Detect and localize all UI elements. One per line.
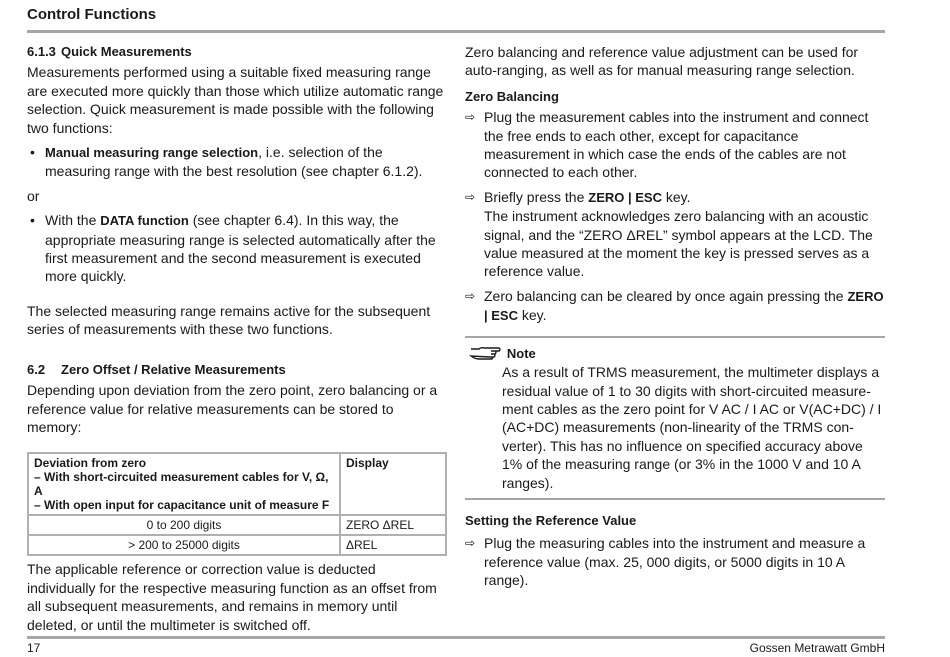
section-number: 6.2 <box>27 361 46 377</box>
note-body: As a result of TRMS measurement, the multimeter displays a residual value of 1 to 30 digits with short-circuited measurement cables as the zero point for V AC / I AC or V(AC+DC) / I (AC+DC) measurements (non-linearity of the TRMS converter). This has no influence on specified accuracy above 1% of the measuring range (or 3% in the 1000 V and 10 A ranges). <box>502 364 882 491</box>
remain-active-paragraph: The selected measuring range remains active for the subsequent series of measurements with these two functions. <box>27 302 431 338</box>
step-text-post: key. <box>661 188 691 205</box>
table-header-row <box>28 453 446 515</box>
left-column <box>27 43 447 634</box>
page-header-title: Control Functions <box>27 6 157 23</box>
header-rule <box>27 30 885 33</box>
note-box <box>465 344 885 492</box>
deviation-table <box>27 452 447 556</box>
step-clear-zero <box>465 287 885 326</box>
step-text: Plug the measuring cables into the instrument and measure a reference value (max. 25, 000 digits, or 5000 digits in 10 A range). <box>484 535 866 589</box>
step-text: Plug the measurement cables into the instrument and connect the free ends to each other, except for capacitance measurement in which case the ends of the cables are not connected to each other. <box>484 109 869 181</box>
table-cell-range: 0 to 200 digits <box>28 515 340 535</box>
header-line: Deviation from zero <box>34 456 147 471</box>
step-text-pre: Briefly press the <box>484 188 589 205</box>
section-title: Quick Measurements <box>61 44 192 59</box>
bullet-text-pre: With the <box>45 212 101 229</box>
zero-balancing-heading: Zero Balancing <box>465 88 559 104</box>
right-column <box>465 43 885 590</box>
header-line: – With open input for capacitance unit of measure F <box>34 498 330 513</box>
footer-rule <box>27 636 885 639</box>
pointing-hand-icon <box>469 345 503 361</box>
step-plug-cables <box>465 108 885 182</box>
bullet-bold-text: DATA function <box>100 213 189 229</box>
section-6-2-heading <box>27 361 447 379</box>
step-text-post: key. <box>517 307 547 324</box>
bullet-text: , i.e. selection of the measuring range with the best resolution (see chapter 6.1.2). <box>45 144 423 180</box>
hollow-arrow-icon: ⇨ <box>465 288 476 303</box>
step-detail: The instrument acknowledges zero balancing with an acoustic signal, and the “ZERO ΔREL” symbol appears at the LCD. The value measured at the moment the key is pressed serves as a reference value. <box>484 208 873 280</box>
note-bottom-rule <box>465 498 885 500</box>
table-header-display: Display <box>340 453 446 515</box>
key-label: ZERO | ESC <box>588 189 662 205</box>
section-number: 6.1.3 <box>27 44 56 59</box>
section-title: Zero Offset / Relative Measurements <box>61 361 286 377</box>
table-row <box>28 515 446 535</box>
table-cell-range: > 200 to 25000 digits <box>28 535 340 555</box>
table-cell-display: ZERO ΔREL <box>340 515 446 535</box>
table-row <box>28 535 446 555</box>
bullet-data-function <box>27 211 447 286</box>
table-cell-display: ΔREL <box>340 535 446 555</box>
step-measure-reference <box>465 534 885 589</box>
key-label: ZERO | ESC <box>484 288 884 324</box>
step-press-zero-esc <box>465 188 885 281</box>
note-top-rule <box>465 336 885 338</box>
section-6-1-3-heading <box>27 43 447 61</box>
hollow-arrow-icon: ⇨ <box>465 110 476 125</box>
note-heading <box>465 344 885 363</box>
step-text-pre: Zero balancing can be cleared by once again pressing the <box>484 287 848 304</box>
header-line: – With short-circuited measurement cables for V, Ω, A <box>34 470 329 499</box>
bullet-text: (see chapter 6.4). In this way, the appropriate measuring range is selected automatically after the first measurement and the second measurement is executed more quickly. <box>45 212 436 285</box>
after-table-paragraph: The applicable reference or correction value is deducted individually for the respective measuring function as an offset from all subsequent measurements, and remains in memory until deleted, or until the multimeter is switched off. <box>27 561 437 633</box>
hollow-arrow-icon: ⇨ <box>465 189 476 204</box>
note-title: Note <box>506 345 536 361</box>
or-text: or <box>27 187 40 204</box>
company-name: Gossen Metrawatt GmbH <box>749 641 885 655</box>
right-intro-paragraph: Zero balancing and reference value adjustment can be used for auto-ranging, as well as for manual measuring range selection. <box>465 44 859 79</box>
bullet-bold-text: Manual measuring range selection <box>45 145 259 161</box>
table-header-deviation <box>28 453 340 515</box>
bullet-manual-range <box>27 143 447 181</box>
quick-measurements-intro: Measurements performed using a suitable fixed measuring range are executed more quickly than those which utilize automatic range selection. Quick measurement is made possible with the following two functions: <box>27 64 444 136</box>
reference-value-heading: Setting the Reference Value <box>465 512 637 528</box>
hollow-arrow-icon: ⇨ <box>465 536 476 551</box>
zero-offset-intro: Depending upon deviation from the zero point, zero balancing or a reference value for relative measurements can be stored to memory: <box>27 382 438 435</box>
page-number: 17 <box>27 641 41 655</box>
